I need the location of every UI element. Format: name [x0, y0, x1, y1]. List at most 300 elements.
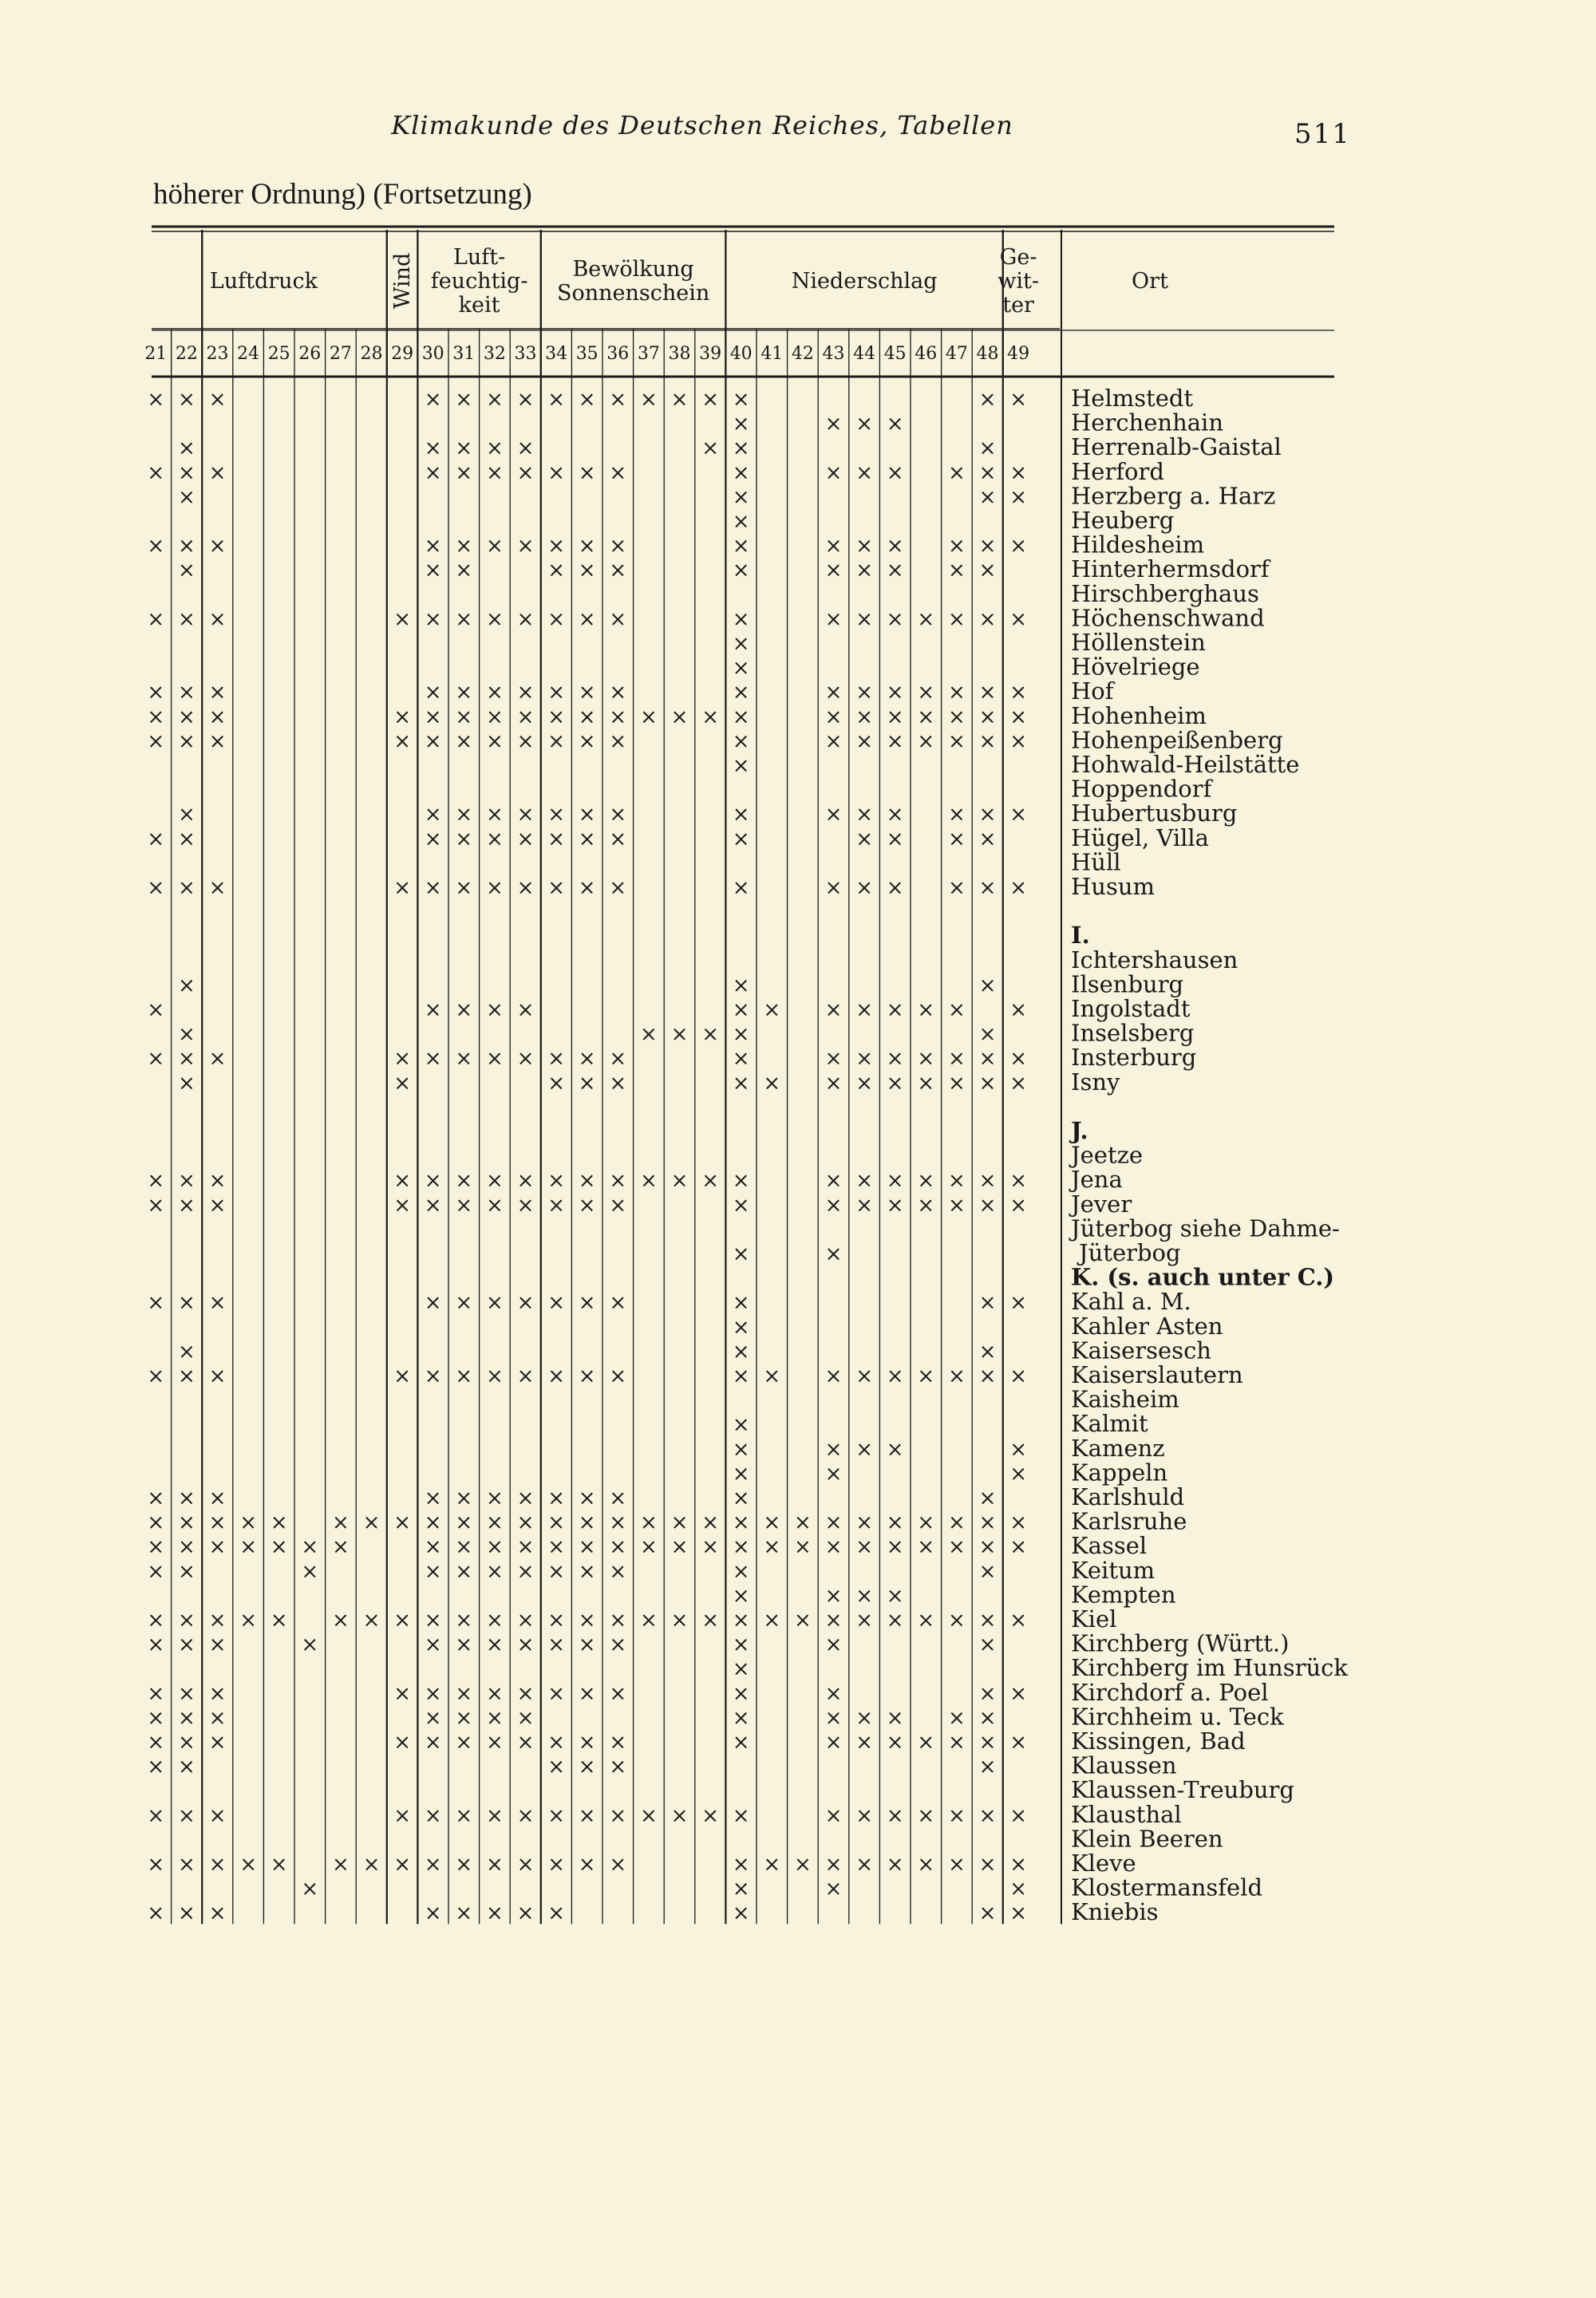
cell-mark: × — [1009, 1047, 1027, 1072]
column-number-34: 34 — [545, 344, 568, 364]
cell-mark: × — [701, 436, 719, 461]
cell-mark: × — [855, 1853, 873, 1877]
cell-mark: × — [486, 827, 504, 851]
cell-mark: × — [424, 559, 442, 583]
cell-mark: × — [824, 534, 843, 559]
cell-mark: × — [239, 1510, 257, 1535]
station-name: Hirschberghaus — [1071, 579, 1259, 607]
cell-mark: × — [824, 1803, 843, 1828]
station-name: Kaisersesch — [1071, 1337, 1211, 1364]
cell-mark: × — [178, 1364, 196, 1388]
cell-mark: × — [917, 998, 935, 1022]
cell-mark: × — [1009, 705, 1027, 729]
cell-mark: × — [547, 1071, 565, 1096]
cell-mark: × — [270, 1853, 288, 1877]
column-number-31: 31 — [452, 344, 476, 364]
cell-mark: × — [578, 681, 596, 705]
cell-mark: × — [917, 1803, 935, 1828]
cell-mark: × — [732, 1340, 750, 1364]
cell-mark: × — [948, 876, 966, 900]
cell-mark: × — [640, 1609, 658, 1633]
cell-mark: × — [917, 1169, 935, 1194]
cell-mark: × — [1009, 1510, 1027, 1535]
cell-mark: × — [609, 1633, 627, 1657]
cell-mark: × — [948, 1071, 966, 1096]
cell-mark: × — [424, 1169, 442, 1194]
cell-mark: × — [547, 1535, 565, 1560]
cell-mark: × — [147, 1901, 165, 1926]
cell-mark: × — [547, 1681, 565, 1706]
station-name: Helmstedt — [1071, 385, 1194, 412]
cell-mark: × — [147, 1535, 165, 1560]
cell-mark: × — [424, 1535, 442, 1560]
cell-mark: × — [486, 1535, 504, 1560]
cell-mark: × — [301, 1633, 319, 1657]
cell-mark: × — [486, 1559, 504, 1584]
cell-mark: × — [824, 705, 843, 729]
cell-mark: × — [147, 1169, 165, 1194]
cell-mark: × — [455, 1364, 473, 1388]
cell-mark: × — [208, 1535, 227, 1560]
cell-mark: × — [824, 460, 843, 485]
cell-mark: × — [486, 1901, 504, 1926]
cell-mark: × — [178, 1853, 196, 1877]
cell-mark: × — [147, 534, 165, 559]
station-name: Karlshuld — [1071, 1483, 1185, 1510]
cell-mark: × — [824, 1510, 843, 1535]
cell-mark: × — [578, 607, 596, 632]
station-name: Kahler Asten — [1071, 1312, 1223, 1340]
cell-mark: × — [886, 412, 904, 436]
cell-mark: × — [547, 1487, 565, 1510]
cell-mark: × — [147, 607, 165, 632]
cell-mark: × — [886, 1853, 904, 1877]
cell-mark: × — [609, 607, 627, 632]
cell-mark: × — [208, 1706, 227, 1731]
station-name: Kempten — [1071, 1581, 1176, 1609]
cell-mark: × — [178, 436, 196, 461]
cell-mark: × — [824, 998, 843, 1022]
cell-mark: × — [732, 1291, 750, 1316]
cell-mark: × — [978, 1609, 997, 1633]
cell-mark: × — [178, 803, 196, 827]
cell-mark: × — [732, 705, 750, 729]
station-name: Kalmit — [1071, 1410, 1148, 1438]
cell-mark: × — [424, 998, 442, 1022]
station-name: Kirchberg (Württ.) — [1071, 1629, 1290, 1657]
cell-mark: × — [455, 1731, 473, 1755]
cell-mark: × — [824, 1731, 843, 1755]
cell-mark: × — [824, 729, 843, 754]
cell-mark: × — [732, 1413, 750, 1438]
cell-mark: × — [886, 1364, 904, 1388]
cell-mark: × — [455, 1633, 473, 1657]
section-letter-heading: J. — [1071, 1117, 1088, 1144]
cell-mark: × — [701, 1609, 719, 1633]
cell-mark: × — [516, 1559, 535, 1584]
cell-mark: × — [424, 803, 442, 827]
cell-mark: × — [547, 1731, 565, 1755]
cell-mark: × — [732, 1901, 750, 1926]
cell-mark: × — [578, 1071, 596, 1096]
station-name: Jena — [1071, 1166, 1123, 1194]
cell-mark: × — [362, 1853, 381, 1877]
cell-mark: × — [886, 827, 904, 851]
cell-mark: × — [178, 973, 196, 998]
station-name: Herchenhain — [1071, 409, 1223, 436]
header-group-5-line-2: ter — [1002, 293, 1034, 318]
station-name: Kaiserslautern — [1071, 1361, 1243, 1388]
cell-mark: × — [1009, 1291, 1027, 1316]
cell-mark: × — [978, 1022, 997, 1047]
cell-mark: × — [393, 1609, 411, 1633]
cell-mark: × — [486, 1291, 504, 1316]
cell-mark: × — [178, 876, 196, 900]
station-name: Herrenalb-Gaistal — [1071, 433, 1282, 461]
station-name: Hügel, Villa — [1071, 823, 1209, 851]
cell-mark: × — [1009, 1901, 1027, 1926]
cell-mark: × — [640, 1803, 658, 1828]
column-number-32: 32 — [483, 344, 506, 364]
column-number-46: 46 — [915, 344, 938, 364]
cell-mark: × — [578, 1681, 596, 1706]
cell-mark: × — [178, 827, 196, 851]
station-name: Hoppendorf — [1071, 775, 1212, 803]
cell-mark: × — [978, 973, 997, 998]
cell-mark: × — [178, 729, 196, 754]
cell-mark: × — [455, 388, 473, 412]
cell-mark: × — [732, 534, 750, 559]
cell-mark: × — [701, 1169, 719, 1194]
cell-mark: × — [701, 705, 719, 729]
cell-mark: × — [270, 1535, 288, 1560]
cell-mark: × — [547, 729, 565, 754]
cell-mark: × — [547, 534, 565, 559]
cell-mark: × — [1009, 607, 1027, 632]
column-number-43: 43 — [822, 344, 845, 364]
cell-mark: × — [824, 803, 843, 827]
header-group-6-line-0: Ort — [1132, 269, 1168, 294]
cell-mark: × — [332, 1510, 350, 1535]
cell-mark: × — [978, 681, 997, 705]
cell-mark: × — [732, 1853, 750, 1877]
cell-mark: × — [917, 1193, 935, 1218]
cell-mark: × — [855, 534, 873, 559]
cell-mark: × — [732, 632, 750, 656]
cell-mark: × — [609, 460, 627, 485]
cell-mark: × — [455, 705, 473, 729]
cell-mark: × — [917, 1364, 935, 1388]
cell-mark: × — [609, 388, 627, 412]
cell-mark: × — [732, 1510, 750, 1535]
cell-mark: × — [609, 559, 627, 583]
station-name: Klostermansfeld — [1071, 1874, 1263, 1901]
cell-mark: × — [424, 705, 442, 729]
cell-mark: × — [886, 1169, 904, 1194]
cell-mark: × — [824, 1633, 843, 1657]
station-name: Insterburg — [1071, 1044, 1197, 1072]
station-name: Kaisheim — [1071, 1385, 1179, 1413]
cell-mark: × — [609, 705, 627, 729]
cell-mark: × — [208, 460, 227, 485]
cell-mark: × — [578, 1633, 596, 1657]
cell-mark: × — [547, 1047, 565, 1072]
cell-mark: × — [917, 1535, 935, 1560]
cell-mark: × — [1009, 388, 1027, 412]
column-number-22: 22 — [175, 344, 198, 364]
cell-mark: × — [794, 1535, 812, 1560]
cell-mark: × — [701, 1022, 719, 1047]
cell-mark: × — [917, 1047, 935, 1072]
header-group-3-line-0: Bewölkung — [572, 257, 694, 282]
cell-mark: × — [393, 607, 411, 632]
cell-mark: × — [455, 1535, 473, 1560]
station-name: Jever — [1071, 1190, 1132, 1218]
cell-mark: × — [486, 460, 504, 485]
cell-mark: × — [208, 1510, 227, 1535]
cell-mark: × — [547, 705, 565, 729]
cell-mark: × — [578, 1731, 596, 1755]
station-name: Kirchberg im Hunsrück — [1071, 1654, 1348, 1682]
cell-mark: × — [886, 1071, 904, 1096]
cell-mark: × — [1009, 1193, 1027, 1218]
station-name: Keitum — [1071, 1556, 1156, 1584]
cell-mark: × — [978, 388, 997, 412]
cell-mark: × — [732, 729, 750, 754]
cell-mark: × — [978, 1291, 997, 1316]
column-number-48: 48 — [976, 344, 999, 364]
header-group-0-line-0: Luftdruck — [209, 269, 318, 294]
cell-mark: × — [455, 1291, 473, 1316]
cell-mark: × — [516, 1731, 535, 1755]
cell-mark: × — [824, 1877, 843, 1901]
cell-mark: × — [732, 388, 750, 412]
cell-mark: × — [516, 729, 535, 754]
cell-mark: × — [824, 1681, 843, 1706]
cell-mark: × — [547, 559, 565, 583]
cell-mark: × — [547, 803, 565, 827]
cell-mark: × — [824, 681, 843, 705]
cell-mark: × — [147, 1510, 165, 1535]
cell-mark: × — [886, 681, 904, 705]
station-name: Ingolstadt — [1071, 995, 1191, 1022]
header-group-2-line-1: feuchtig- — [430, 269, 528, 294]
station-name: Hildesheim — [1071, 531, 1205, 559]
cell-mark: × — [917, 1731, 935, 1755]
cell-mark: × — [640, 705, 658, 729]
cell-mark: × — [1009, 460, 1027, 485]
cell-mark: × — [178, 460, 196, 485]
cell-mark: × — [547, 1510, 565, 1535]
cell-mark: × — [886, 729, 904, 754]
cell-mark: × — [178, 1510, 196, 1535]
cell-mark: × — [978, 1047, 997, 1072]
cell-mark: × — [178, 681, 196, 705]
cell-mark: × — [824, 1169, 843, 1194]
cell-mark: × — [516, 388, 535, 412]
cell-mark: × — [1009, 1731, 1027, 1755]
cell-mark: × — [609, 1609, 627, 1633]
cell-mark: × — [578, 1487, 596, 1510]
cell-mark: × — [855, 1510, 873, 1535]
cell-mark: × — [147, 1364, 165, 1388]
station-name: Hubertusburg — [1071, 800, 1238, 827]
cell-mark: × — [486, 1510, 504, 1535]
cell-mark: × — [732, 412, 750, 436]
column-number-26: 26 — [298, 344, 322, 364]
cell-mark: × — [1009, 1462, 1027, 1487]
cell-mark: × — [178, 1487, 196, 1510]
cell-mark: × — [948, 559, 966, 583]
cell-mark: × — [824, 1535, 843, 1560]
cell-mark: × — [486, 436, 504, 461]
cell-mark: × — [424, 1487, 442, 1510]
cell-mark: × — [609, 729, 627, 754]
section-letter-heading: K. (s. auch unter C.) — [1071, 1263, 1335, 1291]
page-number: 511 — [1294, 118, 1351, 150]
running-head: Klimakunde des Deutschen Reiches, Tabellen — [391, 110, 1013, 140]
cell-mark: × — [516, 1364, 535, 1388]
cell-mark: × — [978, 1169, 997, 1194]
cell-mark: × — [978, 1535, 997, 1560]
column-number-47: 47 — [945, 344, 968, 364]
cell-mark: × — [455, 460, 473, 485]
cell-mark: × — [455, 1487, 473, 1510]
cell-mark: × — [824, 1706, 843, 1731]
cell-mark: × — [732, 1657, 750, 1682]
cell-mark: × — [732, 1364, 750, 1388]
cell-mark: × — [208, 1487, 227, 1510]
cell-mark: × — [824, 1853, 843, 1877]
cell-mark: × — [1009, 876, 1027, 900]
cell-mark: × — [732, 827, 750, 851]
cell-mark: × — [178, 1022, 196, 1047]
cell-mark: × — [547, 1609, 565, 1633]
cell-mark: × — [948, 998, 966, 1022]
cell-mark: × — [178, 1169, 196, 1194]
cell-mark: × — [393, 1364, 411, 1388]
cell-mark: × — [208, 388, 227, 412]
station-name: Kamenz — [1071, 1434, 1165, 1462]
cell-mark: × — [178, 1291, 196, 1316]
cell-mark: × — [178, 1706, 196, 1731]
cell-mark: × — [516, 1853, 535, 1877]
cell-mark: × — [393, 729, 411, 754]
cell-mark: × — [516, 1633, 535, 1657]
cell-mark: × — [147, 1731, 165, 1755]
cell-mark: × — [609, 1193, 627, 1218]
cell-mark: × — [455, 1510, 473, 1535]
cell-mark: × — [486, 1633, 504, 1657]
cell-mark: × — [978, 1755, 997, 1779]
cell-mark: × — [147, 827, 165, 851]
cell-mark: × — [547, 1633, 565, 1657]
cell-mark: × — [948, 827, 966, 851]
cell-mark: × — [948, 1706, 966, 1731]
cell-mark: × — [239, 1853, 257, 1877]
cell-mark: × — [147, 1487, 165, 1510]
column-number-42: 42 — [791, 344, 814, 364]
cell-mark: × — [578, 1755, 596, 1779]
cell-mark: × — [486, 1193, 504, 1218]
cell-mark: × — [732, 1169, 750, 1194]
cell-mark: × — [609, 1047, 627, 1072]
cell-mark: × — [486, 681, 504, 705]
cell-mark: × — [147, 1853, 165, 1877]
column-number-38: 38 — [668, 344, 691, 364]
cell-mark: × — [886, 1584, 904, 1609]
cell-mark: × — [208, 1853, 227, 1877]
cell-mark: × — [948, 460, 966, 485]
cell-mark: × — [208, 607, 227, 632]
station-name: Höchenschwand — [1071, 604, 1265, 632]
cell-mark: × — [393, 1169, 411, 1194]
cell-mark: × — [732, 1559, 750, 1584]
cell-mark: × — [855, 1584, 873, 1609]
cell-mark: × — [1009, 1071, 1027, 1096]
station-name: Klein Beeren — [1071, 1825, 1223, 1853]
cell-mark: × — [578, 1169, 596, 1194]
cell-mark: × — [147, 1681, 165, 1706]
cell-mark: × — [609, 1510, 627, 1535]
cell-mark: × — [732, 1731, 750, 1755]
cell-mark: × — [732, 1193, 750, 1218]
cell-mark: × — [486, 1681, 504, 1706]
cell-mark: × — [732, 1022, 750, 1047]
cell-mark: × — [948, 1609, 966, 1633]
cell-mark: × — [978, 485, 997, 510]
cell-mark: × — [948, 705, 966, 729]
cell-mark: × — [208, 1681, 227, 1706]
cell-mark: × — [794, 1609, 812, 1633]
cell-mark: × — [147, 705, 165, 729]
cell-mark: × — [824, 1609, 843, 1633]
cell-mark: × — [1009, 803, 1027, 827]
cell-mark: × — [855, 460, 873, 485]
cell-mark: × — [147, 388, 165, 412]
cell-mark: × — [424, 876, 442, 900]
cell-mark: × — [732, 1584, 750, 1609]
cell-mark: × — [978, 1731, 997, 1755]
station-name: Klausthal — [1071, 1800, 1182, 1828]
station-name: Kissingen, Bad — [1071, 1727, 1246, 1755]
cell-mark: × — [455, 1681, 473, 1706]
cell-mark: × — [516, 1901, 535, 1926]
cell-mark: × — [332, 1535, 350, 1560]
cell-mark: × — [732, 998, 750, 1022]
cell-mark: × — [455, 534, 473, 559]
cell-mark: × — [1009, 1803, 1027, 1828]
cell-mark: × — [147, 729, 165, 754]
cell-mark: × — [301, 1559, 319, 1584]
cell-mark: × — [824, 1071, 843, 1096]
station-name: Kirchdorf a. Poel — [1071, 1678, 1269, 1706]
cell-mark: × — [208, 1169, 227, 1194]
cell-mark: × — [1009, 1877, 1027, 1901]
station-name: Hinterhermsdorf — [1071, 555, 1270, 583]
station-name: Kniebis — [1071, 1898, 1159, 1926]
station-name: Höllenstein — [1071, 629, 1206, 656]
cell-mark: × — [732, 460, 750, 485]
cell-mark: × — [178, 1047, 196, 1072]
cell-mark: × — [886, 1193, 904, 1218]
cell-mark: × — [978, 1853, 997, 1877]
cell-mark: × — [301, 1535, 319, 1560]
cell-mark: × — [855, 1803, 873, 1828]
cell-mark: × — [794, 1510, 812, 1535]
cell-mark: × — [178, 485, 196, 510]
cell-mark: × — [978, 1364, 997, 1388]
